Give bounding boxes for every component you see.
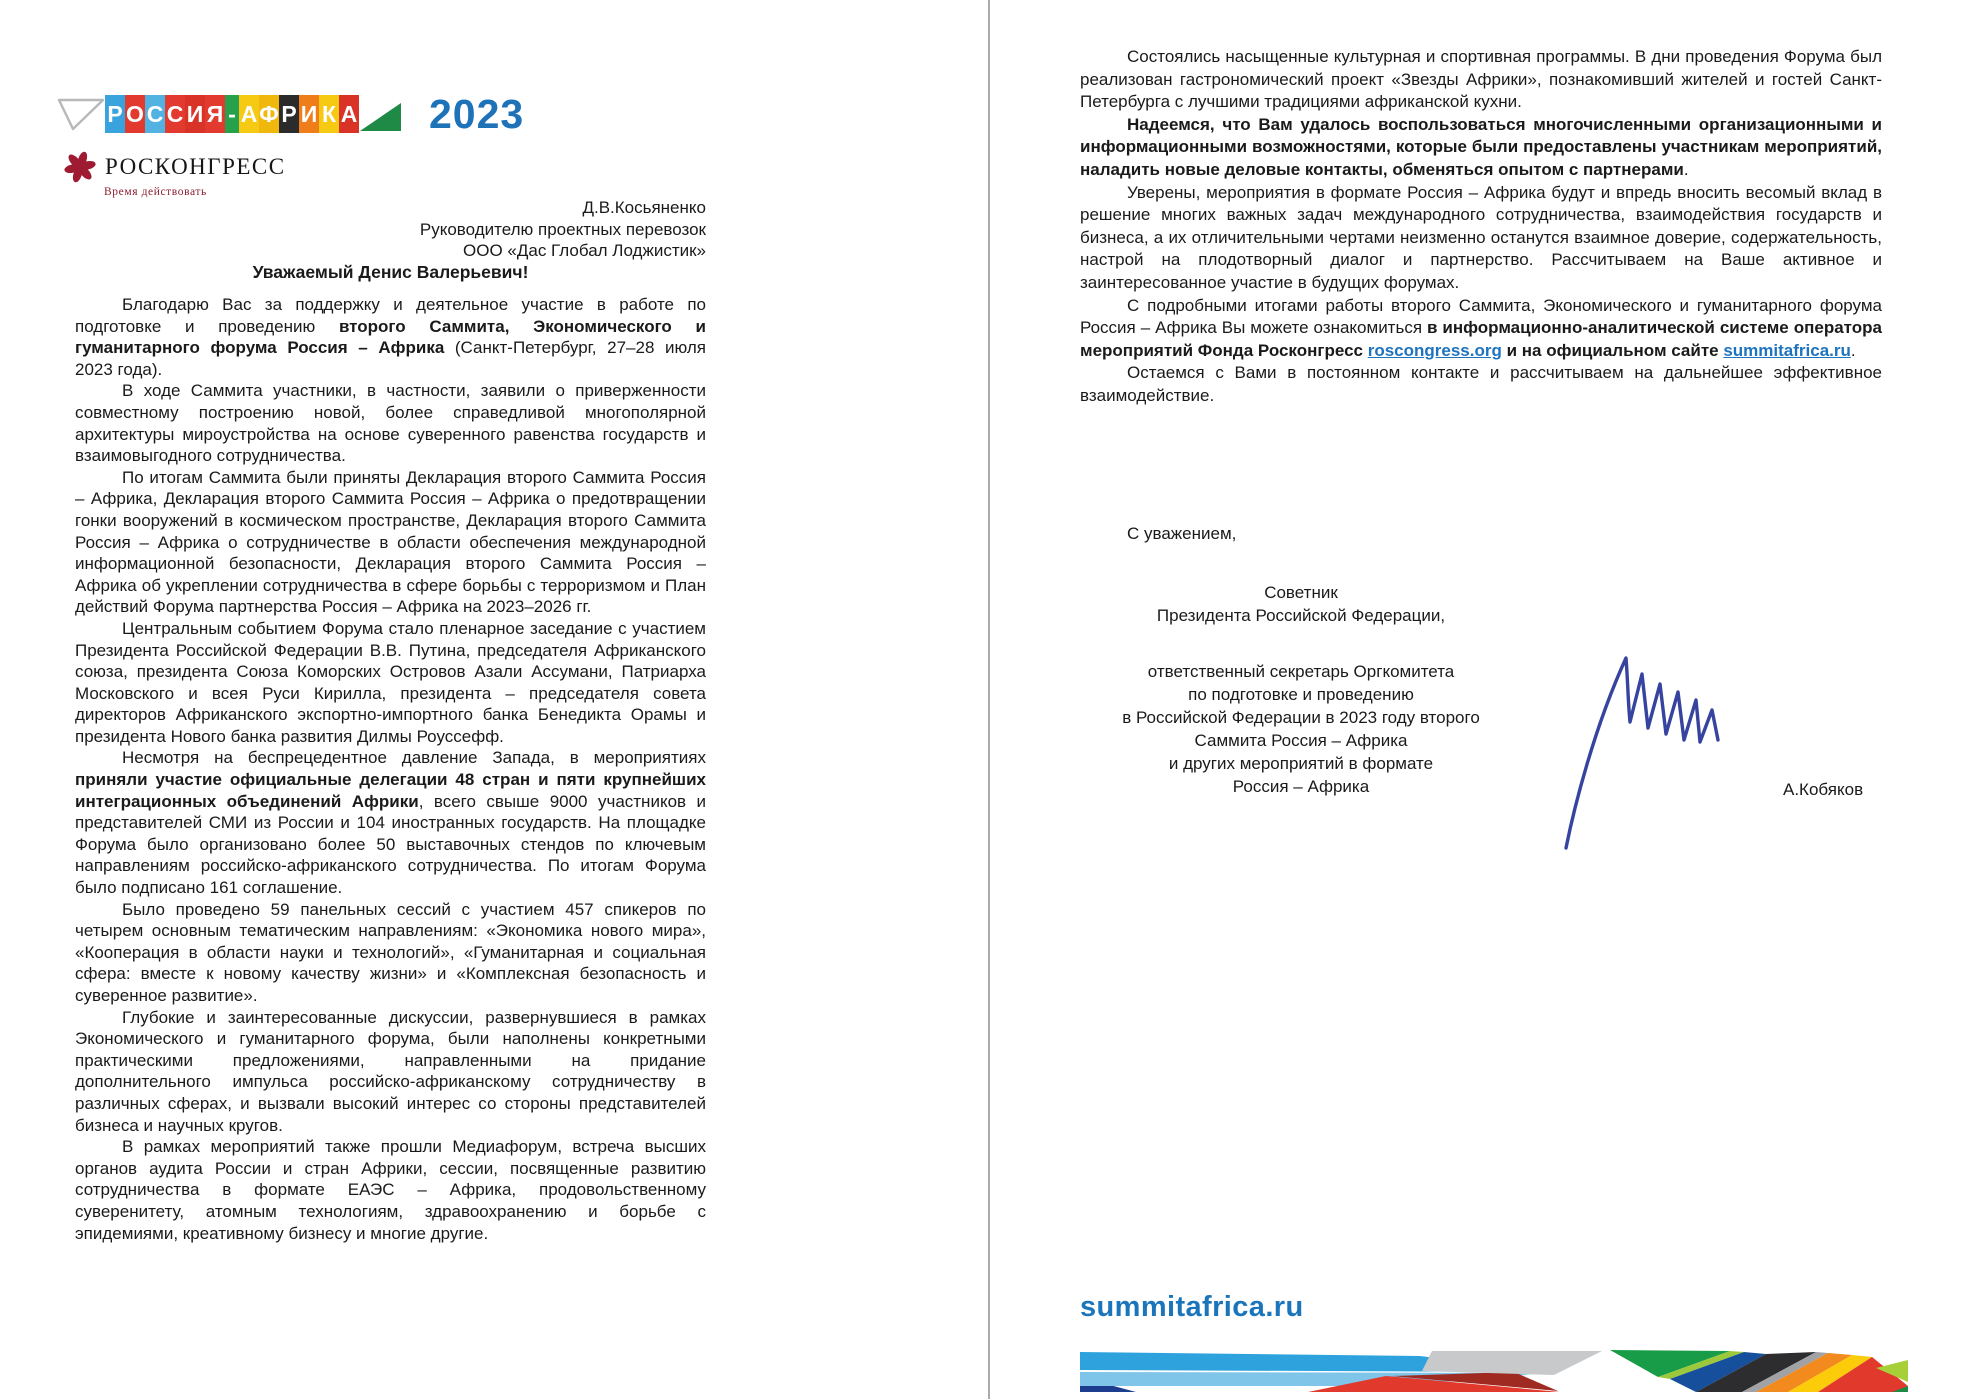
brand-logo [57, 91, 525, 137]
signoff-line: Советник [1264, 583, 1338, 602]
brand-year: 2023 [429, 91, 525, 137]
brand-letter-tile: И [299, 95, 319, 133]
brand-letter-tile: Р [279, 95, 299, 133]
signoff-line: Саммита Россия – Африка [1194, 731, 1408, 750]
text-run: . [1683, 159, 1689, 179]
signoff-line: Президента Российской Федерации, [1156, 606, 1446, 625]
roskongress-pinwheel-icon [64, 151, 96, 183]
brand-letter-mosaic [105, 95, 359, 133]
signoff-line: по подготовке и проведению [1188, 685, 1414, 704]
salutation: Уважаемый Денис Валерьевич! [252, 262, 529, 282]
text-run: , всего свыше 9000 участников и представителей СМИ из России и 104 иностранных государств. На площадке Форума было организовано более 50 выставочных стендов по ключевым направлениям российско-африканского сотрудничества. По итогам Форума было подписано 161 соглашение. [75, 791, 706, 898]
roskongress-logo [64, 151, 286, 183]
brand-letter-tile: С [165, 95, 185, 133]
text-run: . [1850, 340, 1856, 360]
text-run: в информационно-аналитической системе оператора мероприятий Фонда Росконгресс [1080, 318, 1882, 360]
recipient-line: ООО «Дас Глобал Лоджистик» [463, 241, 706, 261]
brand-letter-tile: А [239, 95, 259, 133]
inline-link[interactable]: roscongress.org [1367, 340, 1502, 360]
signoff-role-primary [1080, 581, 1522, 627]
paragraph [1080, 295, 1882, 363]
brand-letter-tile: А [339, 95, 359, 133]
signoff-role-secondary [1080, 660, 1522, 798]
signoff-line: и других мероприятий в формате [1168, 754, 1434, 773]
roskongress-name: РОСКОНГРЕСС [105, 154, 286, 179]
brand-letter-tile: С [145, 95, 165, 133]
text-run: С подробными итогами работы второго Саммита, Экономического и гуманитарного форума Россия – Африка Вы можете ознакомиться [1080, 295, 1882, 338]
signoff-line: Россия – Африка [1232, 777, 1370, 796]
paragraph: Остаемся с Вами в постоянном контакте и рассчитываем на дальнейшее эффективное взаимодействие. [1080, 363, 1882, 405]
letter-body-right [1080, 46, 1882, 408]
text-run: Несмотря на беспрецедентное давление Запада, в мероприятиях [122, 748, 706, 768]
signer-name: А.Кобяков [1783, 780, 1864, 799]
text-run: и на официальном сайте [1506, 340, 1719, 360]
footer-stripe-graphic [1080, 1346, 1908, 1392]
paragraph: Глубокие и заинтересованные дискуссии, развернувшиеся в рамках Экономического и гуманитарного форума, были наполнены конкретными практическими предложениями, направленными на придание дополнительного импульса российско-африканскому сотрудничеству в различных сферах, и вызвали высокий интерес со стороны представителей бизнеса и научных кругов. [75, 1007, 706, 1135]
closing-salutation: С уважением, [1127, 524, 1237, 543]
brand-flag-triangle-icon [57, 95, 105, 133]
paragraph [1080, 114, 1882, 182]
brand-letter-tile: Р [105, 95, 125, 133]
text-run: второго Саммита, Экономического и гуманитарного форума Россия – Африка [75, 316, 706, 358]
paragraph: Состоялись насыщенные культурная и спортивная программы. В дни проведения Форума был реализован гастрономический проект «Звезды Африки», познакомивший жителей и гостей Санкт-Петербурга с лучшими традициями африканской кухни. [1080, 47, 1882, 112]
brand-green-triangle-icon [359, 95, 403, 133]
paragraph [75, 294, 706, 380]
paragraph: В ходе Саммита участники, в частности, заявили о приверженности совместному построению новой, более справедливой многополярной архитектуры мироустройства на основе суверенного равенства государств и взаимовыгодного сотрудничества. [75, 381, 706, 466]
paragraph: Центральным событием Форума стало пленарное заседание с участием Президента Российской Федерации В.В. Путина, председателя Африканского союза, президента Союза Коморских Островов Азали Ассумани, Патриарха Московского и всея Руси Кирилла, президента – председателя совета директоров Африканского экспортно-импортного банка Бенедикта Орамы и президента Нового банка развития Дилмы Роуссефф. [75, 618, 706, 746]
brand-letter-tile: К [319, 95, 339, 133]
text-run: приняли участие официальные делегации 48 стран и пяти крупнейших интеграционных объединений Африки [75, 770, 706, 811]
letter-body-left [75, 294, 706, 1244]
paragraph: Было проведено 59 панельных сессий с участием 457 спикеров по четырем основным тематическим направлениям: «Экономика нового мира», «Кооперация в области науки и технологий», «Гуманитарная и социальная сфера: вместе к новому качеству жизни» и «Комплексная безопасность и суверенное развитие». [75, 899, 706, 1005]
page-divider [988, 0, 990, 1399]
paragraph: В рамках мероприятий также прошли Медиафорум, встреча высших органов аудита России и стран Африки, сессии, посвященные развитию сотрудничества в формате ЕАЭС – Африка, продовольственному суверенитету, атомным технологиям, здравоохранению и борьбе с эпидемиями, креативному бизнесу и многие другие. [75, 1137, 706, 1243]
signoff-line: ответственный секретарь Оргкомитета [1147, 662, 1455, 681]
recipient-line: Руководителю проектных перевозок [419, 219, 706, 239]
brand-letter-tile: И [185, 95, 205, 133]
inline-link[interactable]: summitafrica.ru [1723, 340, 1851, 360]
brand-letter-tile: О [125, 95, 145, 133]
brand-letter-tile: Ф [259, 95, 279, 133]
text-run: Надеемся, что Вам удалось воспользоваться многочисленными организационными и информационными возможностями, которые были предоставлены участникам мероприятий, наладить новые деловые контакты, обменяться опытом с партнерами [1080, 114, 1882, 179]
brand-letter-tile: Я [205, 95, 225, 133]
paragraph: Уверены, мероприятия в формате Россия – Африка будут и впредь вносить весомый вклад в решение многих важных задач международного сотрудничества, взаимодействия государств и бизнеса, а их отличительными чертами неизменно останутся взаимное доверие, содержательность, настрой на плодотворный диалог и партнерство. Рассчитываем на Ваше активное и заинтересованное участие в будущих форумах. [1080, 182, 1882, 292]
brand-letter-tile: - [225, 95, 239, 133]
paragraph [75, 747, 706, 898]
recipient-block [300, 197, 706, 262]
paragraph: По итогам Саммита были приняты Декларация второго Саммита Россия – Африка, Декларация второго Саммита Россия – Африка о предотвращении гонки вооружений в космическом пространстве, Декларация второго Саммита Россия – Африка о сотрудничестве в области обеспечения международной информационной безопасности, Декларация второго Саммита Россия – Африка об укреплении сотрудничества в сфере борьбы с терроризмом и План действий Форума партнерства Россия – Африка на 2023–2026 гг. [75, 467, 706, 617]
footer-site-wordmark[interactable]: summitafrica.ru [1080, 1291, 1304, 1323]
text-run: (Санкт-Петербург, 27–28 июля 2023 года). [75, 338, 707, 379]
text-run: Благодарю Вас за поддержку и деятельное участие в работе по подготовке и проведению [75, 295, 706, 336]
recipient-line: Д.В.Косьяненко [582, 198, 706, 217]
signoff-line: в Российской Федерации в 2023 году второго [1122, 708, 1480, 727]
handwritten-signature [1548, 640, 1743, 855]
roskongress-tagline: Время действовать [104, 186, 207, 198]
